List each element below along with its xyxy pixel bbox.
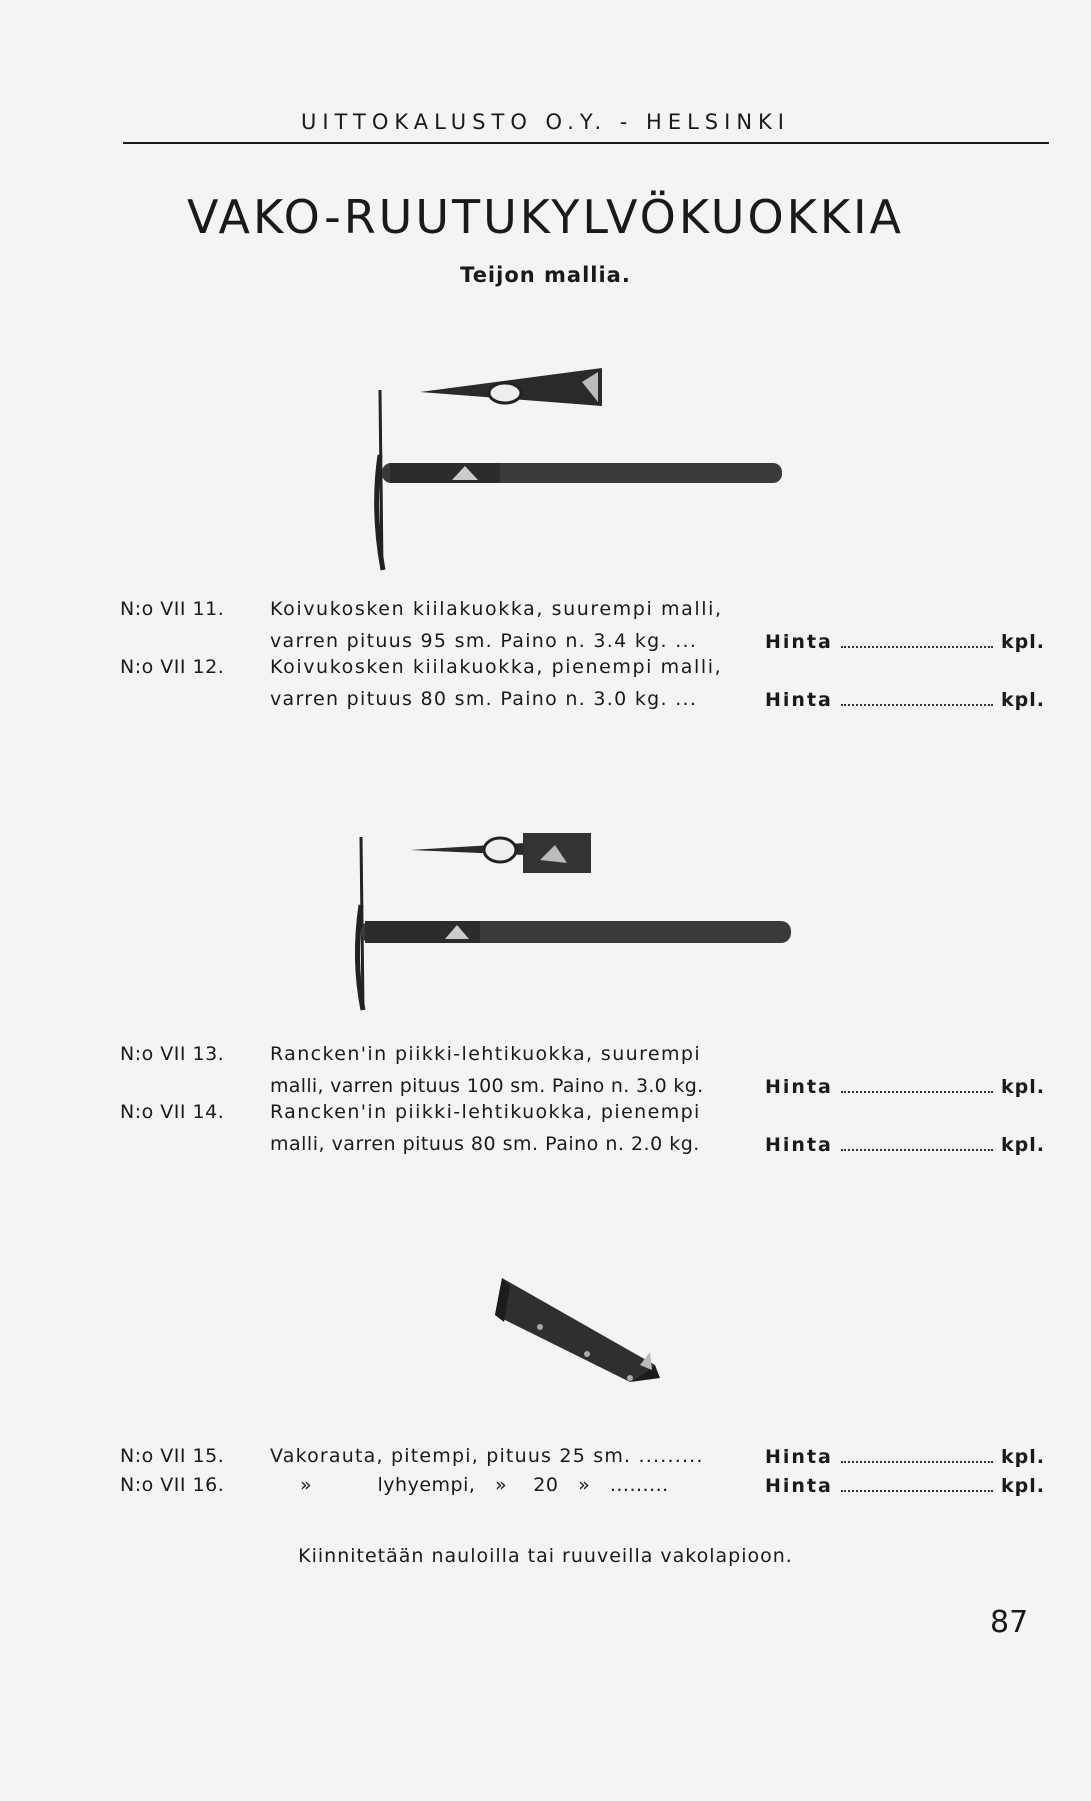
price-label: Hinta	[765, 689, 833, 711]
price-dots	[841, 1476, 993, 1492]
unit-label: kpl.	[1001, 631, 1045, 653]
wedge-hoe-image	[360, 360, 800, 575]
price-dots	[841, 1077, 993, 1093]
price-dots	[841, 1135, 993, 1151]
item-row	[0, 1045, 1091, 1105]
company-header: UITTOKALUSTO O.Y. - HELSINKI	[300, 110, 791, 134]
item-row	[0, 1447, 1091, 1473]
unit-label: kpl.	[1001, 1475, 1045, 1497]
price-label: Hinta	[765, 631, 833, 653]
item-row	[0, 1476, 1091, 1502]
price-label: Hinta	[765, 1134, 833, 1156]
item-code: N:o VII 14.	[120, 1101, 225, 1123]
item-description: Koivukosken kiilakuokka, pienempi malli,	[270, 656, 723, 678]
item-description-line2: varren pituus 95 sm. Paino n. 3.4 kg. ...	[270, 630, 698, 652]
item-row	[0, 1103, 1091, 1163]
unit-label: kpl.	[1001, 1446, 1045, 1468]
price-field	[765, 1135, 1045, 1155]
item-description: Vakorauta, pitempi, pituus 25 sm. .........	[270, 1445, 704, 1467]
item-code: N:o VII 13.	[120, 1043, 225, 1065]
price-field	[765, 690, 1045, 710]
price-dots	[841, 690, 993, 706]
price-label: Hinta	[765, 1475, 833, 1497]
item-row	[0, 658, 1091, 718]
price-label: Hinta	[765, 1076, 833, 1098]
item-code: N:o VII 16.	[120, 1474, 225, 1496]
page-subtitle: Teijon mallia.	[460, 263, 631, 287]
price-label: Hinta	[765, 1446, 833, 1468]
page-number: 87	[990, 1605, 1029, 1640]
item-description-line2: malli, varren pituus 100 sm. Paino n. 3.0 kg.	[270, 1075, 704, 1097]
unit-label: kpl.	[1001, 1134, 1045, 1156]
price-dots	[841, 632, 993, 648]
item-description-line2: varren pituus 80 sm. Paino n. 3.0 kg. ...	[270, 688, 698, 710]
price-dots	[841, 1447, 993, 1463]
item-description-line2: malli, varren pituus 80 sm. Paino n. 2.0 kg.	[270, 1133, 700, 1155]
item-code: N:o VII 11.	[120, 598, 225, 620]
item-row	[0, 600, 1091, 660]
unit-label: kpl.	[1001, 689, 1045, 711]
mounting-note: Kiinnitetään nauloilla tai ruuveilla vakolapioon.	[298, 1545, 793, 1567]
unit-label: kpl.	[1001, 1076, 1045, 1098]
item-code: N:o VII 12.	[120, 656, 225, 678]
item-description: Koivukosken kiilakuokka, suurempi malli,	[270, 598, 723, 620]
item-description: Rancken'in piikki-lehtikuokka, pienempi	[270, 1101, 701, 1123]
pick-leaf-hoe-image	[345, 825, 805, 1015]
price-field	[765, 1447, 1045, 1467]
page-title: VAKO-RUUTUKYLVÖKUOKKIA	[186, 190, 905, 244]
item-description: Rancken'in piikki-lehtikuokka, suurempi	[270, 1043, 702, 1065]
item-description: » lyhyempi, » 20 » .........	[300, 1474, 669, 1496]
header-rule	[123, 142, 1049, 144]
price-field	[765, 632, 1045, 652]
furrow-iron-image	[490, 1270, 670, 1400]
price-field	[765, 1077, 1045, 1097]
price-field	[765, 1476, 1045, 1496]
item-code: N:o VII 15.	[120, 1445, 225, 1467]
